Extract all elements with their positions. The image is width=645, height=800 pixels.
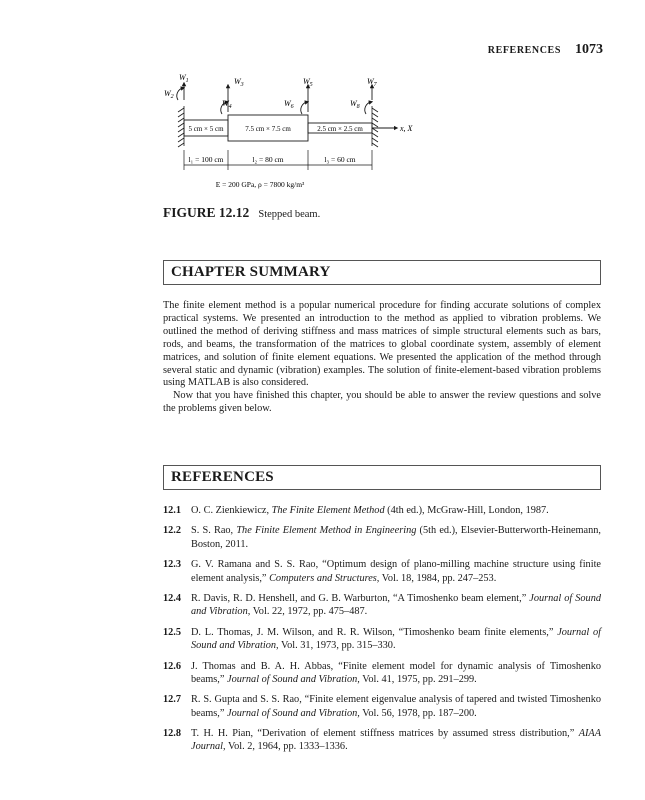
w2-moment-arrow: [177, 88, 183, 100]
w2-label: $W_2$: [164, 89, 174, 100]
x-axis-label: x, X: [400, 124, 413, 133]
w6-moment-arrow: [301, 102, 307, 114]
reference-text: T. H. H. Pian, “Derivation of element stiffness matrices by assumed stress distribution,” AIAA Journal, Vol. 2, 1964, pp. 1333–1336.: [191, 728, 601, 753]
summary-paragraph-1: The finite element method is a popular numerical procedure for finding accurate solutions of complex practical systems. We presented an introduction to the method as applied to vibration problems. We outlined the method of deriving stiffness and mass matrices of simple structural elements such as bars, rods, and beams, the transformation of the matrices to global coordinate system, assembly of element matrices, and solution of finite element equations. We presented the application of the method through several static and dynamic (vibration) examples. The solution of finite-element-based vibration problems using MATLAB is also considered.: [163, 300, 601, 389]
segment-1-label: 5 cm × 5 cm: [188, 125, 224, 133]
references-heading: REFERENCES: [171, 469, 274, 485]
length-l1: l₁ = 100 cm: [188, 155, 224, 164]
w7-label: $W_7$: [367, 77, 377, 88]
reference-item: [163, 504, 601, 517]
running-head: [488, 42, 603, 58]
length-l3: l₃ = 60 cm: [324, 155, 356, 164]
reference-item: [163, 660, 601, 687]
figure-number: FIGURE 12.12: [163, 205, 250, 220]
reference-list: [163, 504, 601, 761]
reference-text: S. S. Rao, The Finite Element Method in Engineering (5th ed.), Elsevier-Butterworth-Heinemann, Boston, 2011.: [191, 525, 601, 550]
reference-item: [163, 558, 601, 585]
stepped-beam-figure: [150, 70, 450, 200]
reference-number: 12.6: [163, 660, 182, 672]
w4-label: $W_4$: [222, 99, 232, 110]
w8-label: $W_8$: [350, 99, 360, 110]
reference-text: G. V. Ramana and S. S. Rao, “Optimum design of plano-milling machine structure using finite element analysis,” Computers and Structures, Vol. 18, 1984, pp. 247–253.: [191, 559, 601, 584]
left-wall-support: [178, 106, 184, 147]
reference-text: R. S. Gupta and S. S. Rao, “Finite element eigenvalue analysis of tapered and twisted Timoshenko beams,” Journal of Sound and Vibration, Vol. 56, 1978, pp. 187–200.: [191, 694, 601, 719]
chapter-summary-body: [163, 300, 601, 416]
chapter-summary-heading-box: [163, 260, 601, 285]
reference-item: [163, 592, 601, 619]
segment-2-label: 7.5 cm × 7.5 cm: [245, 125, 291, 133]
reference-number: 12.7: [163, 694, 182, 706]
w5-label: $W_5$: [303, 77, 313, 88]
reference-item: [163, 524, 601, 551]
figure-caption: [163, 205, 320, 221]
reference-text: R. Davis, R. D. Henshell, and G. B. Warburton, “A Timoshenko beam element,” Journal of Sound and Vibration, Vol. 22, 1972, pp. 475–487.: [191, 593, 601, 618]
right-wall-support: [372, 106, 378, 147]
length-l2: l₂ = 80 cm: [252, 155, 284, 164]
reference-item: [163, 693, 601, 720]
reference-text: J. Thomas and B. A. H. Abbas, “Finite element model for dynamic analysis of Timoshenko beams,” Journal of Sound and Vibration, Vol. 41, 1975, pp. 291–299.: [191, 660, 601, 685]
segment-3-label: 2.5 cm × 2.5 cm: [317, 125, 363, 133]
reference-number: 12.5: [163, 626, 182, 638]
reference-number: 12.1: [163, 505, 182, 516]
w8-moment-arrow: [365, 102, 371, 114]
reference-text: O. C. Zienkiewicz, The Finite Element Method (4th ed.), McGraw-Hill, London, 1987.: [191, 505, 549, 516]
running-head-title: REFERENCES: [487, 45, 561, 56]
reference-number: 12.4: [163, 593, 182, 605]
reference-number: 12.8: [163, 728, 182, 740]
figure-caption-text: Stepped beam.: [258, 209, 321, 220]
w6-label: $W_6$: [284, 99, 294, 110]
w1-label: $W_1$: [179, 73, 189, 84]
reference-number: 12.2: [163, 525, 182, 537]
w3-label: $W_3$: [234, 77, 244, 88]
material-properties: E = 200 GPa, ρ = 7800 kg/m³: [215, 180, 305, 189]
stepped-beam-diagram: [150, 70, 450, 200]
chapter-summary-heading: CHAPTER SUMMARY: [171, 264, 331, 280]
reference-item: [163, 626, 601, 653]
reference-item: [163, 727, 601, 754]
reference-number: 12.3: [163, 559, 182, 571]
reference-text: D. L. Thomas, J. M. Wilson, and R. R. Wilson, “Timoshenko beam finite elements,” Journal of Sound and Vibration, Vol. 31, 1973, pp. 315–330.: [191, 626, 601, 652]
page-number: 1073: [575, 42, 603, 57]
summary-paragraph-2: Now that you have finished this chapter, you should be able to answer the review questions and solve the problems given below.: [163, 390, 601, 415]
references-heading-box: [163, 465, 601, 490]
